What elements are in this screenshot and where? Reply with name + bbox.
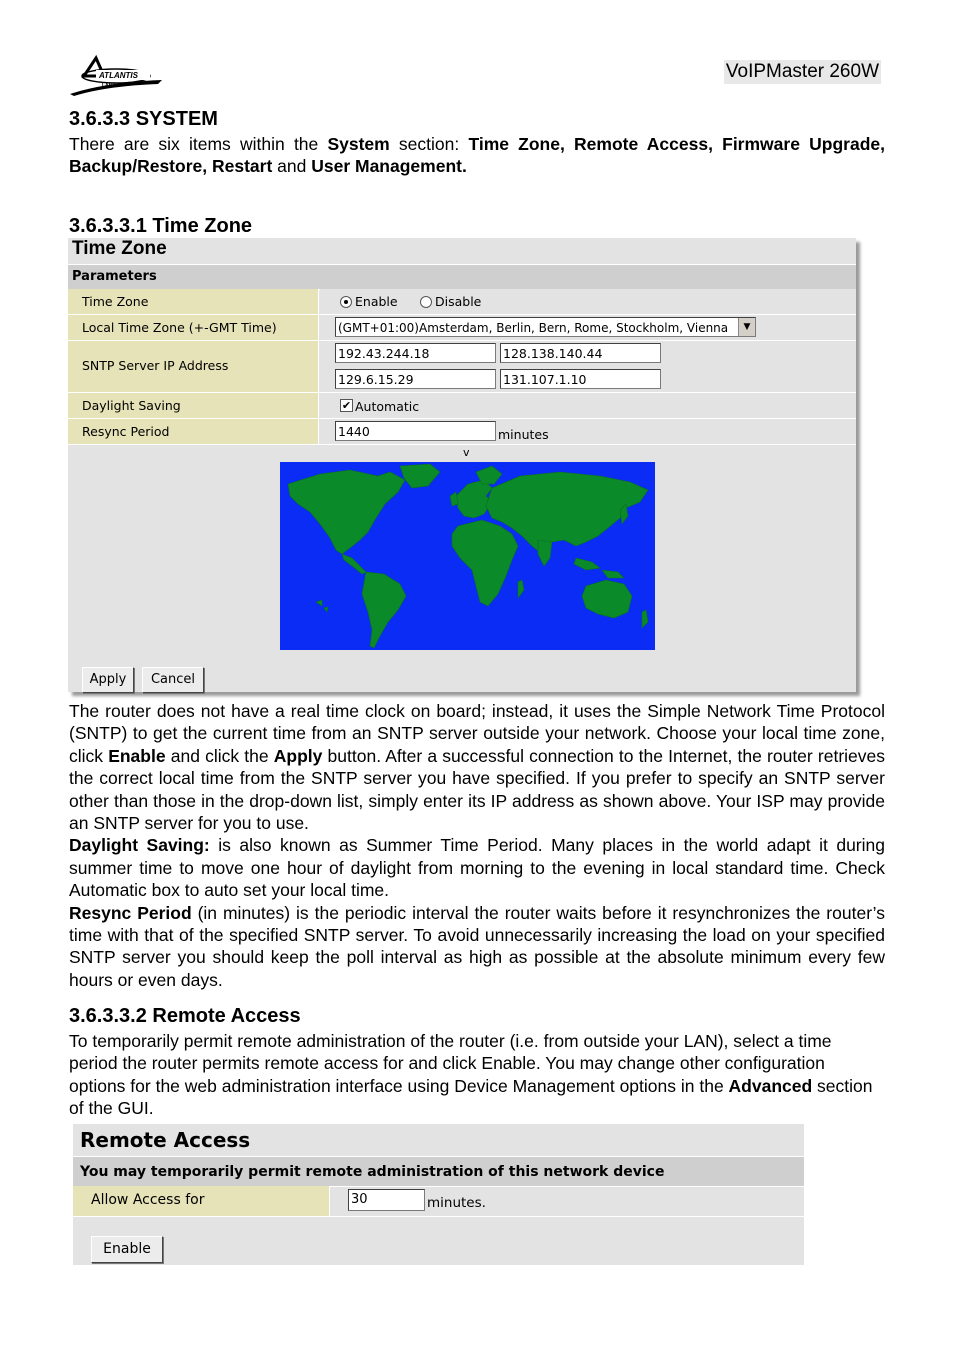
section-heading-timezone: 3.6.3.3.1 Time Zone (69, 215, 253, 237)
timezone-description: The router does not have a real time clock on board; instead, it uses the Simple Network Time Protocol (SNTP) to get the current time from an SNTP server outside your network. Choose your local time zone, click Enable and click the Apply button. After a successful connection to the Internet, the router retrieves the correct local time from the SNTP server you have specified. If you prefer to specify an SNTP server other than those in the drop-down list, simply enter its IP address as shown above. Your ISP may provide an SNTP server for you to use. Daylight Saving: is also known as Summer Time Period. Many places in the world adapt it during summer time to move one hour of daylight from morning to the evening in local standard time. Check Automatic box to auto set your local time. Resync Period (in minutes) is the periodic interval the router waits before it resynchronizes the router’s time with that of the specified SNTP server. To avoid unnecessarily increasing the load on your specified SNTP server you should keep the poll interval as high as possible at the absolute minimum every few hours or even days. (69, 701, 885, 990)
enable-button[interactable]: Enable (91, 1236, 163, 1263)
row-sntp-server (68, 341, 856, 393)
svg-text:ATLANTIS: ATLANTIS (99, 71, 138, 80)
disable-radio-label: Disable (435, 294, 482, 309)
automatic-checkbox-label: Automatic (355, 399, 420, 414)
allow-access-unit: minutes. (427, 1195, 486, 1211)
atlantis-land-logo (66, 54, 166, 100)
automatic-checkbox[interactable]: ✔ (341, 399, 352, 412)
parameters-header: Parameters (68, 264, 856, 290)
allow-access-minutes-input[interactable]: 30 (348, 1189, 425, 1211)
timezone-panel-title: Time Zone (72, 238, 167, 259)
map-marker: v (463, 446, 470, 459)
row-allow-access (73, 1186, 804, 1217)
time-zone-label: Time Zone (82, 294, 149, 309)
local-time-zone-label: Local Time Zone (+-GMT Time) (82, 320, 277, 335)
row-local-time-zone (68, 315, 856, 341)
sntp-server-3-input[interactable]: 129.6.15.29 (335, 369, 496, 389)
world-map-image (280, 462, 655, 650)
timezone-panel (68, 238, 856, 692)
product-name: VoIPMaster 260W (725, 61, 879, 82)
row-time-zone (68, 289, 856, 315)
enable-radio[interactable] (340, 296, 352, 308)
cancel-button[interactable]: Cancel (142, 667, 204, 693)
sntp-server-4-input[interactable]: 131.107.1.10 (500, 369, 661, 389)
remote-access-panel (73, 1124, 804, 1265)
resync-period-input[interactable]: 1440 (335, 421, 496, 441)
remote-access-title: Remote Access (80, 1128, 251, 1152)
allow-access-label: Allow Access for (91, 1192, 205, 1208)
remote-access-description: To temporarily permit remote administration of the router (i.e. from outside your LAN), select a time period the router permits remote access for and click Enable. You may change other configuration options for the web administration interface using Device Management options in the Advanced section of the GUI. (69, 1031, 873, 1119)
sntp-server-2-input[interactable]: 128.138.140.44 (500, 343, 661, 363)
section-heading-system: 3.6.3.3 SYSTEM (69, 108, 218, 130)
disable-radio[interactable] (420, 296, 432, 308)
sntp-server-1-input[interactable]: 192.43.244.18 (335, 343, 496, 363)
remote-access-info-bar: You may temporarily permit remote administration of this network device (73, 1156, 804, 1187)
svg-text:LAND: LAND (102, 83, 116, 89)
enable-radio-label: Enable (355, 294, 398, 309)
row-daylight-saving (68, 393, 856, 419)
system-intro: There are six items within the System section: Time Zone, Remote Access, Firmware Upgrade, Backup/Restore, Restart and User Management. (69, 134, 885, 177)
section-heading-remote-access: 3.6.3.3.2 Remote Access (69, 1005, 301, 1027)
resync-period-label: Resync Period (82, 424, 170, 439)
chevron-down-icon[interactable]: ▼ (738, 318, 755, 336)
sntp-server-label: SNTP Server IP Address (82, 358, 229, 373)
daylight-saving-label: Daylight Saving (82, 398, 181, 413)
resync-unit: minutes (498, 427, 549, 442)
local-time-zone-select[interactable]: (GMT+01:00)Amsterdam, Berlin, Bern, Rome, Stockholm, Vienna ▼ (335, 317, 756, 337)
row-resync-period (68, 419, 856, 445)
apply-button[interactable]: Apply (82, 667, 134, 693)
